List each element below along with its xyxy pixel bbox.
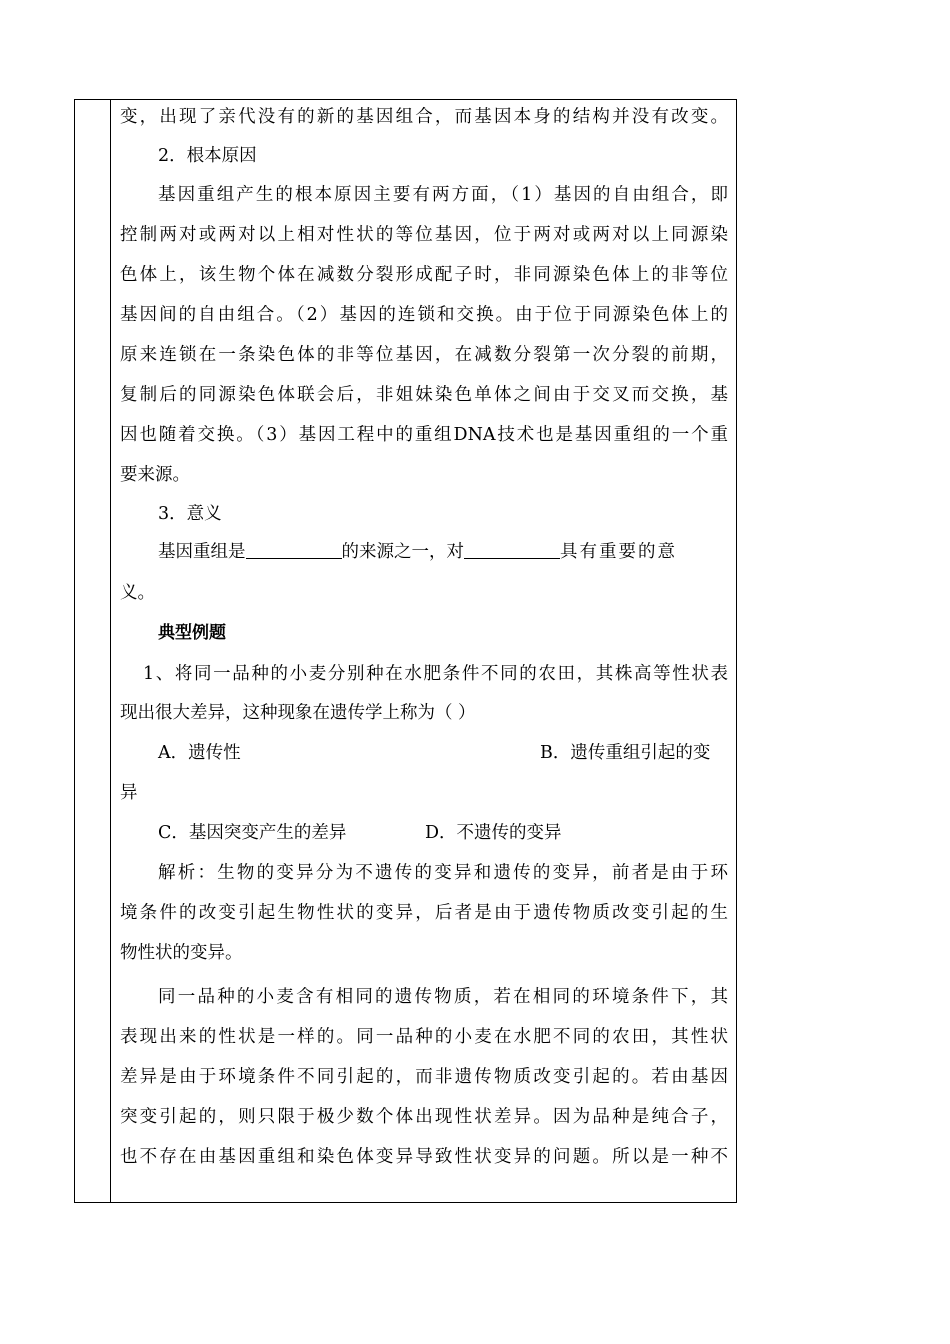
text-line: 义。 [120, 583, 155, 603]
answer-blank-1[interactable] [246, 540, 342, 559]
analysis-text: 物性状的变异。 [120, 943, 243, 963]
analysis-text: 差异是由于环境条件不同引起的，而非遗传物质改变引起的。若由基因 [120, 1067, 728, 1087]
text-line: 因也随着交换。（3）基因工程中的重组DNA技术也是基因重组的一个重 [120, 425, 728, 445]
text-segment: 的来源之一，对 [341, 542, 464, 562]
analysis-text: 也不存在由基因重组和染色体变异导致性状变异的问题。所以是一种不 [120, 1147, 728, 1167]
text-line: 控制两对或两对以上相对性状的等位基因，位于两对或两对以上同源染 [120, 225, 728, 245]
question-text: 现出很大差异，这种现象在遗传学上称为（ ） [120, 703, 476, 723]
analysis-text: 同一品种的小麦含有相同的遗传物质，若在相同的环境条件下，其 [158, 987, 728, 1007]
option-a: A．遗传性 [158, 743, 241, 763]
answer-blank-2[interactable] [464, 540, 560, 559]
analysis-text: 突变引起的，则只限于极少数个体出现性状差异。因为品种是纯合子， [120, 1107, 728, 1127]
option-b-continued: 异 [120, 783, 138, 803]
analysis-text: 表现出来的性状是一样的。同一品种的小麦在水肥不同的农田，其性状 [120, 1027, 728, 1047]
column-divider [110, 99, 111, 1203]
text-line: 色体上，该生物个体在减数分裂形成配子时，非同源染色体上的非等位 [120, 265, 728, 285]
text-segment: 基因重组是 [158, 542, 246, 562]
option-b: B．遗传重组引起的变 [540, 743, 711, 763]
text-line: 要来源。 [120, 465, 190, 485]
text-line: 基因重组产生的根本原因主要有两方面，（1）基因的自由组合，即 [158, 185, 728, 205]
text-line: 原来连锁在一条染色体的非等位基因，在减数分裂第一次分裂的前期， [120, 345, 728, 365]
section-title: 典型例题 [158, 623, 226, 643]
option-c: C．基因突变产生的差异 [158, 823, 347, 843]
fill-in-line [158, 533, 728, 571]
text-line: 复制后的同源染色体联会后，非姐妹染色单体之间由于交叉而交换，基 [120, 385, 728, 405]
section-heading: 2．根本原因 [158, 146, 257, 166]
option-d: D．不遗传的变异 [425, 823, 562, 843]
text-segment: 具有重要的意 [560, 542, 677, 562]
section-heading: 3．意义 [158, 504, 222, 524]
text-line: 基因间的自由组合。（2）基因的连锁和交换。由于位于同源染色体上的 [120, 305, 728, 325]
analysis-text: 境条件的改变引起生物性状的变异，后者是由于遗传物质改变引起的生 [120, 903, 728, 923]
analysis-text: 解析：生物的变异分为不遗传的变异和遗传的变异，前者是由于环 [158, 863, 728, 883]
text-line: 变，出现了亲代没有的新的基因组合，而基因本身的结构并没有改变。 [120, 107, 728, 127]
question-text: 1、将同一品种的小麦分别种在水肥条件不同的农田，其株高等性状表 [143, 664, 728, 684]
